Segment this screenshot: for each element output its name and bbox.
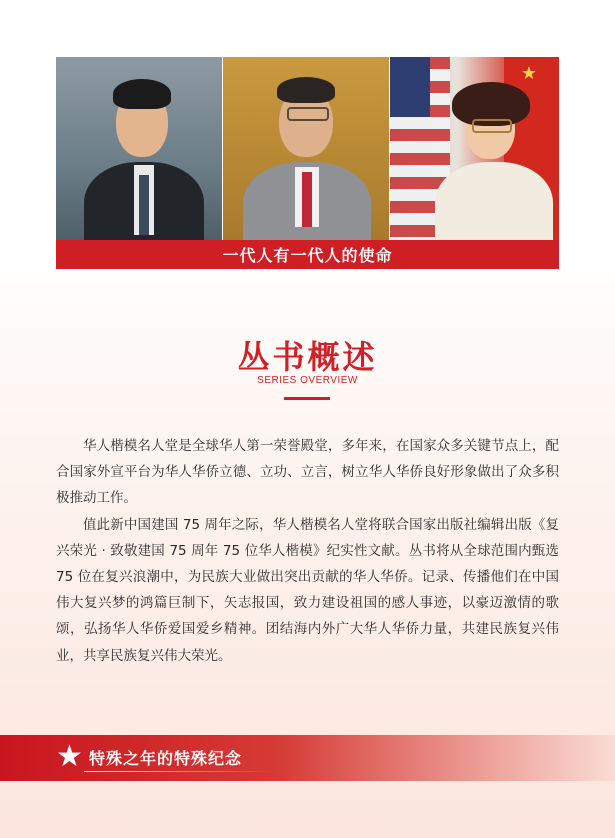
section-subtitle: SERIES OVERVIEW <box>257 375 358 386</box>
portrait-photo-2 <box>223 57 389 240</box>
portrait-photo-1 <box>56 57 222 240</box>
photo-caption-banner <box>56 240 559 269</box>
title-underline <box>284 397 330 400</box>
section-title: 丛书概述 <box>237 338 378 376</box>
star-icon: ★ <box>56 739 83 774</box>
overview-body <box>56 433 559 669</box>
flag-star-icon: ★ <box>520 63 537 84</box>
paragraph-1: 华人楷模名人堂是全球华人第一荣誉殿堂，多年来，在国家众多关键节点上，配合国家外宣平台为华人华侨立德、立功、立言，树立华人华侨良好形象做出了众多积极推动工作。 <box>56 438 559 507</box>
footer-underline <box>84 771 274 772</box>
portrait-strip <box>56 57 559 269</box>
footer-label: 特殊之年的特殊纪念 <box>89 749 243 768</box>
paragraph-2: 值此新中国建国 75 周年之际，华人楷模名人堂将联合国家出版社编辑出版《复兴荣光 · 致敬建国 75 周年 75 位华人楷模》纪实性文献。丛书将从全球范围内甄选 75 位在复兴浪潮中，为民族大业做出突出贡献的华人华侨。记录、传播他们在中国伟大复兴梦的鸿篇巨制下，矢志报国，致力建设祖国的感人事迹，以豪迈激情的歌颂，弘扬华人华侨爱国爱乡精神。团结海内外广大华人华侨力量，共建民族复兴伟业，共享民族复兴伟大荣光。 <box>56 516 559 664</box>
banner-caption: 一代人有一代人的使命 <box>222 246 393 265</box>
portrait-photo-3 <box>390 57 559 240</box>
